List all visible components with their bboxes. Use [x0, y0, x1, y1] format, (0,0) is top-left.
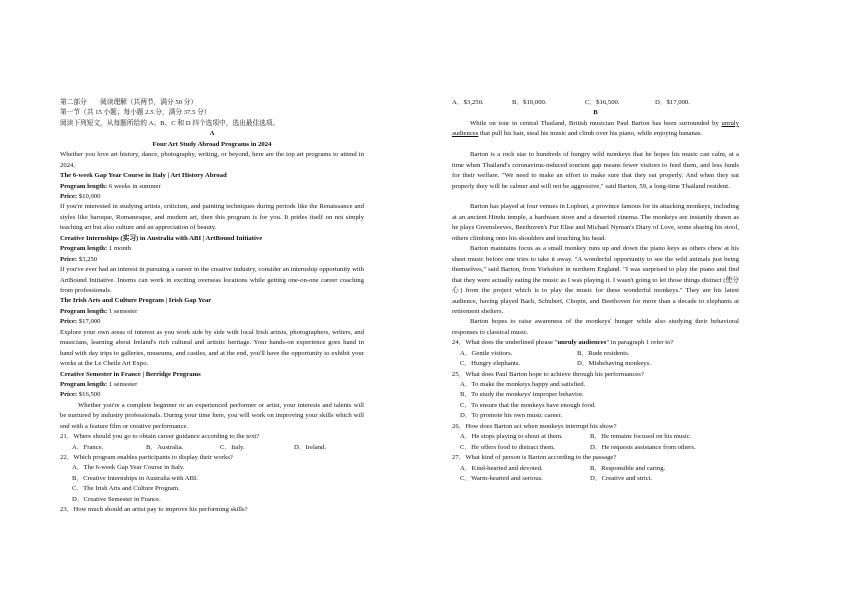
program-length: Program length: 1 month [60, 245, 132, 253]
option[interactable]: D．$17,000. [655, 99, 690, 106]
option[interactable]: A．To make the monkeys happy and satisfied. [460, 381, 586, 389]
option[interactable]: A．He stops playing to shout at them. [460, 433, 563, 441]
option[interactable]: A．Kind-hearted and devoted. [460, 464, 543, 472]
program-name: The 6-week Gap Year Course in Italy | Art History Abroad [60, 172, 227, 180]
question-stem: 25．What does Paul Barton hope to achieve through his performances? [452, 370, 644, 378]
option[interactable]: A．The 6-week Gap Year Course in Italy. [72, 464, 185, 472]
option[interactable]: D．To promote his own music career. [460, 412, 563, 420]
passage-b-paragraph: Barton maintains focus as a small monkey runs up and down the piano keys as others chew at his sheet music before one tries to take it away. "A wonderful opportunity to see the wild animals just being themselves," said Barton, from Yorkshire in northern England. "I was surprised to play the piano and find that they were actually eating the music as I was playing it. I wasn't going to let those things distract (使分心) from the project which is to play the music for these wonderful monkeys." They are his latest audience, having played Bach, Schubert, Chopin, and Beethoven for more than a decade to elephants at retirement shelters. [452, 245, 739, 315]
option[interactable]: C．$16,500. [585, 99, 620, 106]
question-stem: 24．What does the underlined phrase "unruly audiences" in paragraph 1 refer to? [452, 339, 674, 347]
program-price: Price: $10,000 [60, 192, 101, 200]
program-length: Program length: 1 semester [60, 380, 138, 388]
program-name: The Irish Arts and Culture Program | Irish Gap Year [60, 297, 212, 305]
program-length: Program length: 1 semester [60, 307, 138, 315]
passage-letter-b: B [593, 109, 598, 117]
option[interactable]: A．France. [72, 443, 104, 451]
passage-a-intro: Whether you love art history, dance, photography, writing, or beyond, here are the top art programs to attend in 2024. [60, 151, 364, 169]
question-stem: 23．How much should an artist pay to improve his performing skills? [60, 506, 248, 514]
question-options [452, 432, 739, 442]
right-column [452, 98, 739, 484]
passage-b-paragraph: While on tour in central Thailand, British musician Paul Barton has been surrounded by unruly audiences that pull his hair, steal his music and climb over his piano, while enjoying bananas. [452, 119, 739, 138]
program-length: Program length: 6 weeks in summer [60, 182, 161, 190]
option[interactable]: D．Creative and strict. [590, 474, 653, 482]
question-options [452, 464, 739, 474]
program-name: Creative Internships (实习) in Australia with ABI | ArtBound Initiative [60, 234, 263, 242]
option[interactable]: A．$3,250. [452, 99, 484, 106]
option[interactable]: D．Creative Semester in France. [72, 495, 161, 503]
question-stem: 27．What kind of person is Barton according to the passage? [452, 454, 617, 462]
section-header: 第一节（共 15 小题；每小题 2.5 分，满分 37.5 分） [60, 109, 211, 117]
option[interactable]: B．Australia. [146, 443, 184, 451]
program-price: Price: $16,500 [60, 391, 101, 399]
option[interactable]: B．He remains focused on his music. [590, 433, 692, 441]
option[interactable]: A．Gentle visitors. [460, 349, 513, 357]
passage-b-paragraph: Barton hopes to raise awareness of the monkeys' hunger while also studying their behavioral responses to classical music. [452, 318, 739, 336]
instruction: 阅读下列短文，从每题所给的 A、B、C 和 D 四个选项中，选出最佳选项。 [60, 119, 280, 127]
option[interactable]: D．Misbehaving monkeys. [577, 360, 651, 368]
option[interactable]: C．Hungry elephants. [460, 360, 521, 368]
part-header: 第二部分 阅读理解（共两节，满分 50 分） [60, 99, 198, 106]
question-options [452, 359, 739, 369]
question-options [60, 443, 364, 453]
option[interactable]: C．Italy. [220, 443, 245, 451]
option[interactable]: C．The Irish Arts and Culture Program. [72, 485, 180, 493]
passage-letter-a: A [209, 130, 215, 138]
question-options [452, 349, 739, 359]
question-options [452, 98, 739, 108]
program-description: If you're interested in studying artists, criticism, and painting techniques during periods like the Renaissance and styles like baroque, Romanesque, and modern art, then this program is for you. It prides itself on not simply teaching art but also culture and an appreciation of beauty. [60, 203, 364, 232]
program-name: Creative Semester in France | Berridge Programs [60, 370, 201, 378]
program-price: Price: $3,250 [60, 255, 98, 263]
passage-b-paragraph: Barton is a rock star to hundreds of hungry wild monkeys that he hopes his music can calm, at a time when Thailand's coronavirus-induced tourism gap means fewer visitors to feed them, and less funds for their welfare. "We need to make an effort to make sure that they eat properly. And when they eat properly they will be calmer and will not be aggressive," said Barton, 59, a long-time Thailand resident. [452, 151, 739, 190]
question-stem: 22．Which program enables participants to display their works? [60, 454, 233, 462]
left-column [60, 98, 364, 516]
option[interactable]: C．To ensure that the monkeys have enough food. [460, 401, 596, 409]
program-description: Whether you're a complete beginner or an experienced performer or artist, your interests and talents will be nurtured by industry professionals. During your time here, you will work on improving your skills which will end with a feature film or creative performance. [60, 401, 364, 430]
option[interactable]: C．Warm-hearted and serious. [460, 474, 543, 482]
program-price: Price: $17,000 [60, 318, 101, 326]
option[interactable]: C．He offers food to distract them. [460, 443, 555, 451]
option[interactable]: B．To study the monkeys' improper behavior. [460, 391, 584, 399]
program-description: If you've ever had an interest in pursuing a career in the creative industry, consider an internship opportunity with ArtBound Initiative. Interns can work in exciting overseas locations while getting one-on-one career coaching from professionals. [60, 266, 364, 294]
question-stem: 21．Where should you go to obtain career guidance according to the text? [60, 433, 260, 441]
passage-a-title: Four Art Study Abroad Programs in 2024 [152, 140, 272, 148]
option[interactable]: B．$10,000. [512, 99, 547, 106]
option[interactable]: B．Creative Internships in Australia with ABI. [72, 474, 198, 482]
option[interactable]: D．He requests assistance from others. [590, 443, 696, 451]
option[interactable]: D．Ireland. [294, 443, 327, 451]
question-options [452, 474, 739, 484]
question-stem: 26．How does Barton act when monkeys interrupt his show? [452, 422, 617, 430]
question-options [452, 443, 739, 453]
program-description: Explore your own areas of interest as you work side by side with local Irish artists, photographers, writers, and musicians, learning about Ireland's rich cultural and artistic heritage. Your hands-on experience goes hand in hand with day trips to galleries, museums, and castles, and at the end, you'll have the opportunity to exhibit your works at the Le Cheile Art Expo. [60, 328, 364, 368]
option[interactable]: B．Rude residents. [577, 349, 630, 357]
passage-b-paragraph: Barton has played at four venues in Lopburi, a province famous for its attacking monkeys, including at an ancient Hindu temple, a hardware store and a deserted cinema. The monkeys are instantly drawn as he plays Greensleeves, Beethoven's Fur Elise and Michael Nyman's Diary of Love, some sharing his stool, others climbing onto his shoulders and touching his head. [452, 203, 739, 242]
option[interactable]: B．Responsible and caring. [590, 464, 666, 472]
underlined-phrase: unruly audiences [452, 119, 739, 138]
